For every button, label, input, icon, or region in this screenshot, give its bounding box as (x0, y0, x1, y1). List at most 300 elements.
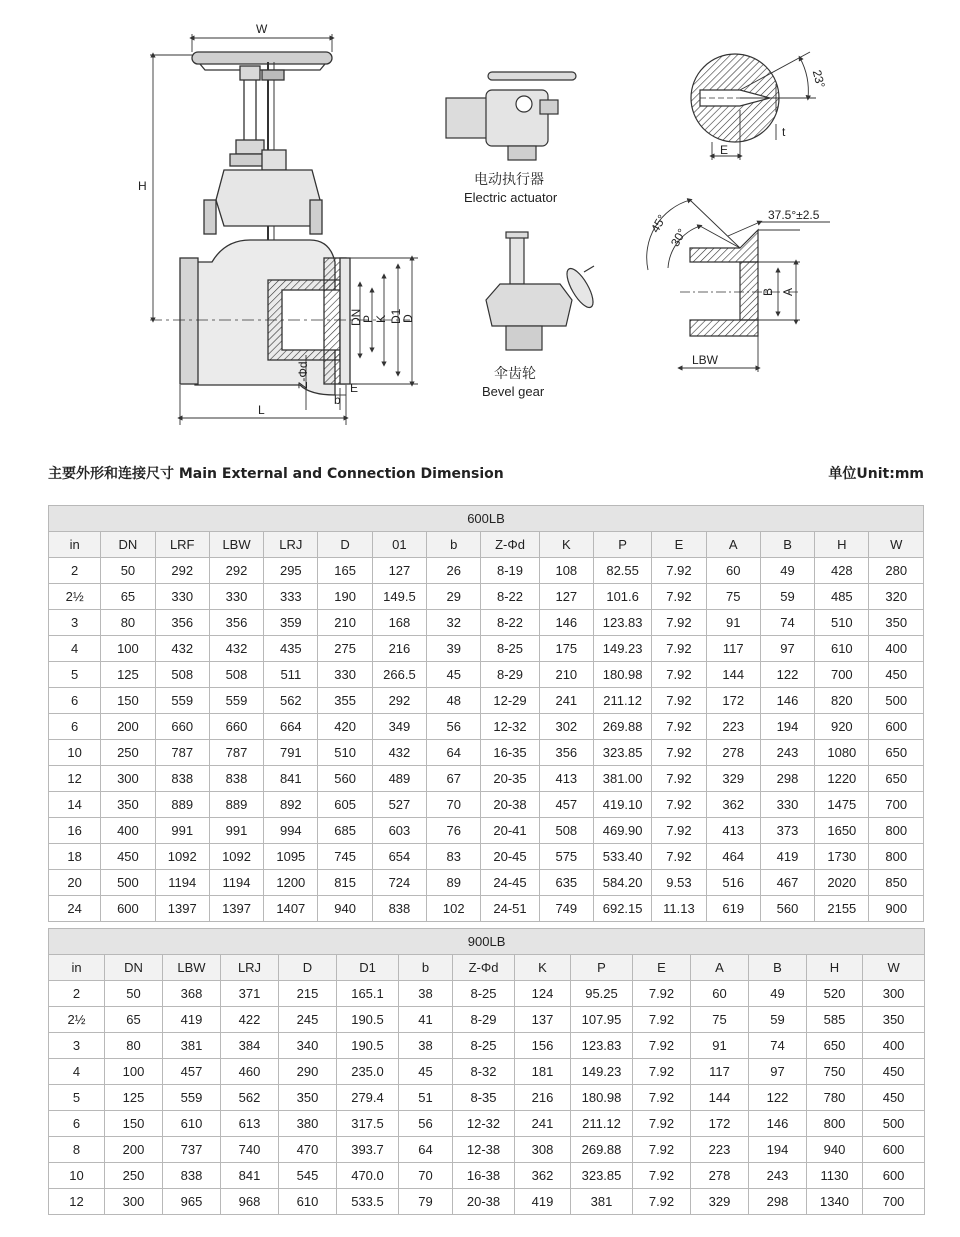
table-cell: 12 (49, 1189, 105, 1215)
table-cell: 356 (155, 610, 209, 636)
table-cell: 8-29 (481, 662, 539, 688)
bevel-gear-caption-en: Bevel gear (482, 384, 545, 399)
table-cell: 308 (515, 1137, 571, 1163)
table-cell: 194 (760, 714, 814, 740)
table-cell: 340 (279, 1033, 337, 1059)
table-cell: 660 (155, 714, 209, 740)
table-cell: 8-19 (481, 558, 539, 584)
table-cell: 527 (372, 792, 426, 818)
table-cell: 1730 (815, 844, 869, 870)
table-cell: 101.6 (593, 584, 651, 610)
table-cell: 584.20 (593, 870, 651, 896)
table-cell: 965 (163, 1189, 221, 1215)
dimension-table-900lb (48, 928, 925, 1215)
table-cell: 7.92 (633, 1137, 691, 1163)
table-row (49, 662, 924, 688)
column-header: LRJ (221, 955, 279, 981)
table-cell: 12-32 (481, 714, 539, 740)
column-header: D (279, 955, 337, 981)
table-cell: 24 (49, 896, 101, 922)
table-cell: 8 (49, 1137, 105, 1163)
table-cell: 190.5 (337, 1007, 399, 1033)
table-cell: 892 (264, 792, 318, 818)
column-header: LBW (163, 955, 221, 981)
heading-title-en: Main External and Connection Dimension (178, 466, 504, 482)
detail-e-label: E (720, 143, 729, 157)
table-cell: 279.4 (337, 1085, 399, 1111)
table-cell: 144 (691, 1085, 749, 1111)
table-cell: 7.92 (652, 818, 706, 844)
table-cell: 724 (372, 870, 426, 896)
table-cell: 610 (279, 1189, 337, 1215)
table-cell: 8-25 (453, 1033, 515, 1059)
table-cell: 350 (279, 1085, 337, 1111)
table-cell: 533.5 (337, 1189, 399, 1215)
detail-angle-45-label: 45° (647, 212, 670, 235)
table-cell: 413 (706, 818, 760, 844)
table-cell: 664 (264, 714, 318, 740)
table-row (49, 558, 924, 584)
detail-lbw-label: LBW (692, 353, 719, 367)
table-cell: 650 (869, 740, 924, 766)
heading-unit-en: Unit:mm (856, 466, 924, 482)
table-cell: 223 (706, 714, 760, 740)
table-row (49, 584, 924, 610)
column-header: LBW (209, 532, 263, 558)
table-cell: 610 (815, 636, 869, 662)
table-cell: 650 (869, 766, 924, 792)
table-cell: 49 (760, 558, 814, 584)
table-cell: 1200 (264, 870, 318, 896)
table-cell: 180.98 (571, 1085, 633, 1111)
table-cell: 359 (264, 610, 318, 636)
table-cell: 70 (399, 1163, 453, 1189)
table-cell: 298 (749, 1189, 807, 1215)
heading-unit (828, 463, 924, 483)
dim-zphid-label: Z-Φd (296, 361, 310, 389)
table-cell: 349 (372, 714, 426, 740)
table-cell: 1220 (815, 766, 869, 792)
table-cell: 500 (101, 870, 155, 896)
table-cell: 1194 (209, 870, 263, 896)
table-cell: 12 (49, 766, 101, 792)
table-cell: 292 (155, 558, 209, 584)
table-cell: 20-45 (481, 844, 539, 870)
table-cell: 65 (101, 584, 155, 610)
table-cell: 24-45 (481, 870, 539, 896)
table-cell: 841 (264, 766, 318, 792)
table-cell: 64 (427, 740, 481, 766)
table-cell: 489 (372, 766, 426, 792)
table-cell: 8-32 (453, 1059, 515, 1085)
table-cell: 381.00 (593, 766, 651, 792)
table-cell: 7.92 (633, 1085, 691, 1111)
table-cell: 269.88 (593, 714, 651, 740)
table-cell: 600 (101, 896, 155, 922)
dim-b-label: b (334, 393, 341, 407)
detail-t-label: t (782, 125, 786, 139)
table-cell: 215 (279, 981, 337, 1007)
table-cell: 9.53 (652, 870, 706, 896)
table-cell: 295 (264, 558, 318, 584)
table-cell: 245 (279, 1007, 337, 1033)
table-cell: 80 (101, 610, 155, 636)
table-cell: 12-38 (453, 1137, 515, 1163)
heading-unit-cn: 单位 (828, 466, 857, 482)
column-header: P (593, 532, 651, 558)
table-cell: 7.92 (633, 1059, 691, 1085)
table-row (49, 688, 924, 714)
table-cell: 750 (807, 1059, 863, 1085)
table-cell: 991 (155, 818, 209, 844)
table-row (49, 1033, 925, 1059)
table-cell: 368 (163, 981, 221, 1007)
table-cell: 4 (49, 1059, 105, 1085)
dim-d-label: D (401, 314, 415, 323)
table-cell: 356 (539, 740, 593, 766)
table-cell: 70 (427, 792, 481, 818)
table-cell: 508 (155, 662, 209, 688)
table-cell: 300 (101, 766, 155, 792)
table-cell: 97 (760, 636, 814, 662)
table-cell: 56 (427, 714, 481, 740)
table-cell: 350 (869, 610, 924, 636)
table-cell: 8-29 (453, 1007, 515, 1033)
table-cell: 330 (318, 662, 372, 688)
table-cell: 38 (399, 981, 453, 1007)
table-cell: 3 (49, 610, 101, 636)
table-cell: 333 (264, 584, 318, 610)
table-cell: 749 (539, 896, 593, 922)
column-header: E (652, 532, 706, 558)
table-cell: 91 (706, 610, 760, 636)
table-cell: 10 (49, 1163, 105, 1189)
table-row (49, 610, 924, 636)
table-cell: 7.92 (652, 844, 706, 870)
table-cell: 419 (760, 844, 814, 870)
table-cell: 102 (427, 896, 481, 922)
table-cell: 559 (155, 688, 209, 714)
table-cell: 125 (101, 662, 155, 688)
table-cell: 210 (318, 610, 372, 636)
table-cell: 194 (749, 1137, 807, 1163)
table-cell: 2 (49, 981, 105, 1007)
table-cell: 1397 (155, 896, 209, 922)
table-cell: 815 (318, 870, 372, 896)
column-header: P (571, 955, 633, 981)
table-cell: 64 (399, 1137, 453, 1163)
dim-k-label: K (374, 314, 388, 323)
table-cell: 20-41 (481, 818, 539, 844)
table-cell: 1650 (815, 818, 869, 844)
column-header: H (815, 532, 869, 558)
column-header: D (318, 532, 372, 558)
table-cell: 1407 (264, 896, 318, 922)
table-cell: 50 (101, 558, 155, 584)
table-cell: 190.5 (337, 1033, 399, 1059)
table-cell: 60 (706, 558, 760, 584)
table-cell: 889 (209, 792, 263, 818)
table-cell: 149.23 (571, 1059, 633, 1085)
table-cell: 150 (105, 1111, 163, 1137)
table-cell: 1130 (807, 1163, 863, 1189)
table-cell: 45 (399, 1059, 453, 1085)
table-cell: 968 (221, 1189, 279, 1215)
table-cell: 7.92 (633, 1007, 691, 1033)
table-row (49, 1111, 925, 1137)
table-cell: 330 (209, 584, 263, 610)
table-cell: 800 (869, 844, 924, 870)
column-header: LRF (155, 532, 209, 558)
table-cell: 450 (863, 1059, 925, 1085)
table-cell: 650 (807, 1033, 863, 1059)
table-cell: 243 (749, 1163, 807, 1189)
table-cell: 516 (706, 870, 760, 896)
table-cell: 511 (264, 662, 318, 688)
table-cell: 991 (209, 818, 263, 844)
table-cell: 432 (155, 636, 209, 662)
table-cell: 350 (863, 1007, 925, 1033)
table-cell: 146 (539, 610, 593, 636)
table-cell: 889 (155, 792, 209, 818)
table-cell: 850 (869, 870, 924, 896)
table-cell: 838 (372, 896, 426, 922)
table-cell: 419 (163, 1007, 221, 1033)
table-header-row (49, 955, 925, 981)
table-row (49, 714, 924, 740)
table-cell: 165 (318, 558, 372, 584)
table-cell: 26 (427, 558, 481, 584)
table-cell: 1095 (264, 844, 318, 870)
table-cell: 510 (815, 610, 869, 636)
table-cell: 300 (863, 981, 925, 1007)
table-cell: 600 (863, 1163, 925, 1189)
bevel-end-detail-drawing (647, 200, 830, 372)
table-cell: 190 (318, 584, 372, 610)
table-cell: 500 (863, 1111, 925, 1137)
table-cell: 82.55 (593, 558, 651, 584)
table-cell: 420 (318, 714, 372, 740)
table-cell: 400 (869, 636, 924, 662)
table-cell: 7.92 (633, 981, 691, 1007)
table-cell: 559 (209, 688, 263, 714)
table-cell: 48 (427, 688, 481, 714)
table-cell: 211.12 (593, 688, 651, 714)
table-cell: 20-35 (481, 766, 539, 792)
table-cell: 380 (279, 1111, 337, 1137)
table-cell: 900 (869, 896, 924, 922)
table-cell: 144 (706, 662, 760, 688)
table-cell: 8-22 (481, 610, 539, 636)
table-cell: 172 (706, 688, 760, 714)
table-cell: 250 (105, 1163, 163, 1189)
table-row (49, 1137, 925, 1163)
table-cell: 350 (101, 792, 155, 818)
table-cell: 838 (163, 1163, 221, 1189)
table-cell: 250 (101, 740, 155, 766)
table-cell: 600 (869, 714, 924, 740)
table-row (49, 792, 924, 818)
table-cell: 127 (372, 558, 426, 584)
table-cell: 175 (539, 636, 593, 662)
table-cell: 685 (318, 818, 372, 844)
column-header: B (760, 532, 814, 558)
table-cell: 7.92 (652, 766, 706, 792)
table-cell: 211.12 (571, 1111, 633, 1137)
table-cell: 920 (815, 714, 869, 740)
table-cell: 168 (372, 610, 426, 636)
table-cell: 419 (515, 1189, 571, 1215)
column-header: b (427, 532, 481, 558)
table-cell: 330 (760, 792, 814, 818)
dim-l-label: L (258, 403, 265, 417)
electric-actuator-caption-cn: 电动执行器 (474, 172, 544, 188)
electric-actuator-caption-en: Electric actuator (464, 190, 558, 205)
table-cell: 122 (760, 662, 814, 688)
table-cell: 32 (427, 610, 481, 636)
table-cell: 7.92 (633, 1189, 691, 1215)
table-cell: 127 (539, 584, 593, 610)
table-cell: 791 (264, 740, 318, 766)
table-cell: 838 (155, 766, 209, 792)
table-cell: 317.5 (337, 1111, 399, 1137)
table-cell: 59 (749, 1007, 807, 1033)
socket-detail-drawing (691, 52, 816, 160)
table-row (49, 1059, 925, 1085)
table-cell: 7.92 (633, 1033, 691, 1059)
column-header: 01 (372, 532, 426, 558)
table-row (49, 844, 924, 870)
table-cell: 320 (869, 584, 924, 610)
table-cell: 545 (279, 1163, 337, 1189)
table-cell: 8-35 (453, 1085, 515, 1111)
table-cell: 241 (539, 688, 593, 714)
table-cell: 559 (163, 1085, 221, 1111)
dim-dn-label: DN (349, 308, 363, 326)
table-class-label-600lb: 600LB (49, 506, 924, 532)
table-cell: 469.90 (593, 818, 651, 844)
column-header: W (863, 955, 925, 981)
table-cell: 123.83 (571, 1033, 633, 1059)
dim-e-label: E (350, 381, 359, 395)
table-cell: 298 (760, 766, 814, 792)
column-header: H (807, 955, 863, 981)
table-cell: 692.15 (593, 896, 651, 922)
table-cell: 11.13 (652, 896, 706, 922)
table-cell: 1092 (155, 844, 209, 870)
table-cell: 435 (264, 636, 318, 662)
column-header: Z-Φd (453, 955, 515, 981)
table-cell: 12-32 (453, 1111, 515, 1137)
table-cell: 24-51 (481, 896, 539, 922)
table-cell: 7.92 (633, 1163, 691, 1189)
table-cell: 464 (706, 844, 760, 870)
table-cell: 300 (105, 1189, 163, 1215)
column-header: DN (105, 955, 163, 981)
table-header-row (49, 532, 924, 558)
table-cell: 384 (221, 1033, 279, 1059)
table-cell: 80 (105, 1033, 163, 1059)
table-cell: 20-38 (481, 792, 539, 818)
section-heading (48, 463, 924, 485)
table-class-label-900lb: 900LB (49, 929, 925, 955)
table-cell: 241 (515, 1111, 571, 1137)
table-cell: 7.92 (652, 636, 706, 662)
table-cell: 6 (49, 1111, 105, 1137)
table-cell: 520 (807, 981, 863, 1007)
table-row (49, 870, 924, 896)
table-cell: 156 (515, 1033, 571, 1059)
table-cell: 79 (399, 1189, 453, 1215)
table-cell: 74 (749, 1033, 807, 1059)
table-cell: 290 (279, 1059, 337, 1085)
table-cell: 200 (105, 1137, 163, 1163)
bevel-gear-drawing (486, 232, 598, 350)
column-header: Z-Φd (481, 532, 539, 558)
table-cell: 12-29 (481, 688, 539, 714)
table-cell: 216 (372, 636, 426, 662)
table-cell: 470 (279, 1137, 337, 1163)
table-cell: 355 (318, 688, 372, 714)
table-cell: 210 (539, 662, 593, 688)
table-cell: 1080 (815, 740, 869, 766)
table-cell: 450 (869, 662, 924, 688)
table-cell: 292 (372, 688, 426, 714)
table-row (49, 740, 924, 766)
table-cell: 14 (49, 792, 101, 818)
table-cell: 800 (807, 1111, 863, 1137)
table-cell: 838 (209, 766, 263, 792)
table-cell: 181 (515, 1059, 571, 1085)
table-cell: 432 (372, 740, 426, 766)
table-cell: 940 (318, 896, 372, 922)
table-cell: 800 (869, 818, 924, 844)
table-cell: 180.98 (593, 662, 651, 688)
table-cell: 585 (807, 1007, 863, 1033)
column-header: E (633, 955, 691, 981)
table-cell: 610 (163, 1111, 221, 1137)
table-cell: 65 (105, 1007, 163, 1033)
table-cell: 243 (760, 740, 814, 766)
table-cell: 1092 (209, 844, 263, 870)
table-cell: 278 (691, 1163, 749, 1189)
table-cell: 18 (49, 844, 101, 870)
table-cell: 330 (155, 584, 209, 610)
table-cell: 7.92 (652, 792, 706, 818)
heading-title (48, 463, 504, 483)
gate-valve-drawing (150, 52, 410, 395)
column-header: in (49, 955, 105, 981)
table-cell: 371 (221, 981, 279, 1007)
table-cell: 200 (101, 714, 155, 740)
table-cell: 49 (749, 981, 807, 1007)
electric-actuator-drawing (446, 72, 576, 160)
table-cell: 269.88 (571, 1137, 633, 1163)
table-cell: 780 (807, 1085, 863, 1111)
column-header: in (49, 532, 101, 558)
table-cell: 266.5 (372, 662, 426, 688)
table-cell: 16-35 (481, 740, 539, 766)
table-cell: 329 (691, 1189, 749, 1215)
table-cell: 7.92 (652, 688, 706, 714)
table-cell: 223 (691, 1137, 749, 1163)
table-cell: 422 (221, 1007, 279, 1033)
table-cell: 235.0 (337, 1059, 399, 1085)
detail-a-label: A (781, 287, 795, 296)
table-cell: 7.92 (652, 584, 706, 610)
table-cell: 125 (105, 1085, 163, 1111)
table-cell: 41 (399, 1007, 453, 1033)
